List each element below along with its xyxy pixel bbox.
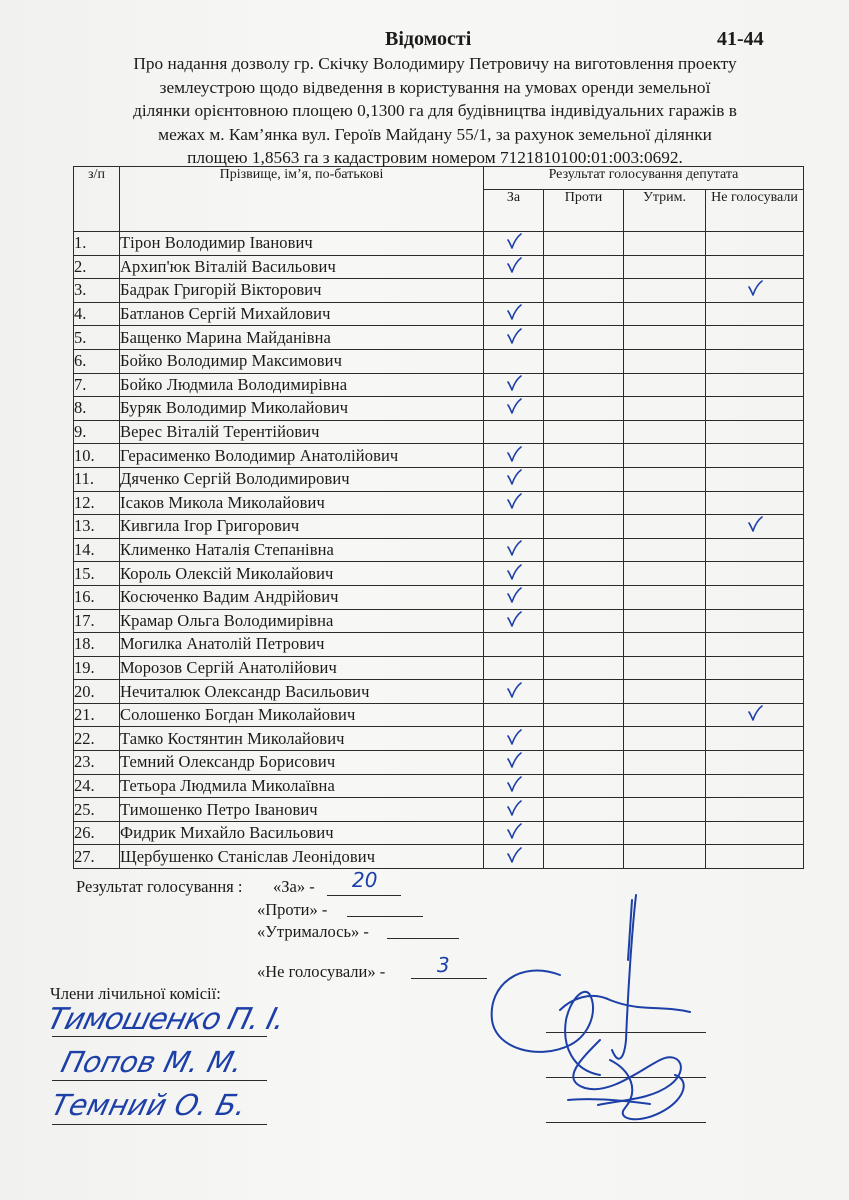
description-line: землеустрою щодо відведення в користування на умовах оренди земельної [159, 77, 711, 97]
row-number: 9. [74, 420, 120, 444]
row-number: 10. [74, 444, 120, 468]
description-line: межах м. Кам’янка вул. Героїв Майдану 55/1, за рахунок земельної ділянки [158, 124, 712, 144]
row-number: 3. [74, 279, 120, 303]
deputy-name: Ісаков Микола Миколайович [120, 491, 484, 515]
deputy-name: Могилка Анатолій Петрович [120, 633, 484, 657]
commission-member-1: Тимошенко П. І. [43, 1002, 288, 1037]
result-abstain-label: «Утрималось» - [257, 922, 369, 941]
deputy-name: Клименко Наталія Степанівна [120, 538, 484, 562]
column-header-number: з/п [74, 167, 120, 232]
row-number: 12. [74, 491, 120, 515]
deputy-name: Тетьора Людмила Миколаївна [120, 774, 484, 798]
row-number: 6. [74, 349, 120, 373]
row-number: 18. [74, 633, 120, 657]
row-number: 26. [74, 821, 120, 845]
result-for-value: 20 [352, 868, 378, 892]
deputy-name: Фидрик Михайло Васильович [120, 821, 484, 845]
row-number: 21. [74, 703, 120, 727]
document-number: 41-44 [717, 28, 764, 50]
row-number: 14. [74, 538, 120, 562]
deputy-name: Тірон Володимир Іванович [120, 232, 484, 256]
commission-member-2: Попов М. М. [57, 1045, 247, 1079]
description-line: площею 1,8563 га з кадастровим номером 7121810100:01:003:0692. [187, 148, 683, 167]
row-number: 8. [74, 397, 120, 421]
column-header-not-voted: Не голосували [706, 190, 804, 232]
deputy-name: Морозов Сергій Анатолійович [120, 656, 484, 680]
result-label: Результат голосування : [76, 877, 243, 896]
row-number: 23. [74, 751, 120, 775]
deputy-name: Герасименко Володимир Анатолійович [120, 444, 484, 468]
deputy-name: Нечиталюк Олександр Васильович [120, 680, 484, 704]
row-number: 15. [74, 562, 120, 586]
row-number: 5. [74, 326, 120, 350]
deputy-name: Темний Олександр Борисович [120, 751, 484, 775]
row-number: 16. [74, 585, 120, 609]
commission-label: Члени лічильної комісії: [50, 984, 221, 1003]
deputy-name: Дяченко Сергій Володимирович [120, 467, 484, 491]
column-header-result: Результат голосування депутата [484, 167, 804, 190]
result-against-label: «Проти» - [257, 900, 328, 919]
row-number: 22. [74, 727, 120, 751]
deputy-name: Бойко Людмила Володимирівна [120, 373, 484, 397]
row-number: 2. [74, 255, 120, 279]
description-line: Про надання дозволу гр. Скічку Володимиру Петровичу на виготовлення проекту [133, 54, 737, 73]
document-title: Відомості [385, 28, 472, 50]
row-number: 27. [74, 845, 120, 869]
column-header-abstain: Утрим. [624, 190, 706, 232]
column-header-name: Прізвище, ім’я, по-батькові [120, 167, 484, 232]
row-number: 24. [74, 774, 120, 798]
deputy-name: Бащенко Марина Майданівна [120, 326, 484, 350]
row-number: 1. [74, 232, 120, 256]
result-for-label: «За» - [273, 877, 315, 896]
deputy-name: Солошенко Богдан Миколайович [120, 703, 484, 727]
deputy-name: Тимошенко Петро Іванович [120, 798, 484, 822]
row-number: 25. [74, 798, 120, 822]
deputy-name: Буряк Володимир Миколайович [120, 397, 484, 421]
deputy-name: Кивгила Ігор Григорович [120, 515, 484, 539]
result-not-voted-value: 3 [437, 953, 450, 977]
row-number: 17. [74, 609, 120, 633]
deputy-name: Верес Віталій Терентійович [120, 420, 484, 444]
deputy-name: Щербушенко Станіслав Леонідович [120, 845, 484, 869]
deputy-name: Косюченко Вадим Андрійович [120, 585, 484, 609]
row-number: 4. [74, 302, 120, 326]
description-line: ділянки орієнтовною площею 0,1300 га для будівництва індивідуальних гаражів в [133, 101, 737, 120]
row-number: 19. [74, 656, 120, 680]
deputy-name: Крамар Ольга Володимирівна [120, 609, 484, 633]
deputy-name: Батланов Сергій Михайлович [120, 302, 484, 326]
deputy-name: Архип'юк Віталій Васильович [120, 255, 484, 279]
row-number: 20. [74, 680, 120, 704]
row-number: 7. [74, 373, 120, 397]
column-header-for: За [484, 190, 544, 232]
commission-member-3: Темний О. Б. [47, 1088, 250, 1122]
deputy-name: Бадрак Григорій Вікторович [120, 279, 484, 303]
row-number: 11. [74, 467, 120, 491]
deputy-name: Король Олексій Миколайович [120, 562, 484, 586]
deputy-name: Бойко Володимир Максимович [120, 349, 484, 373]
result-not-voted-label: «Не голосували» - [257, 962, 386, 981]
row-number: 13. [74, 515, 120, 539]
deputy-name: Тамко Костянтин Миколайович [120, 727, 484, 751]
column-header-against: Проти [544, 190, 624, 232]
